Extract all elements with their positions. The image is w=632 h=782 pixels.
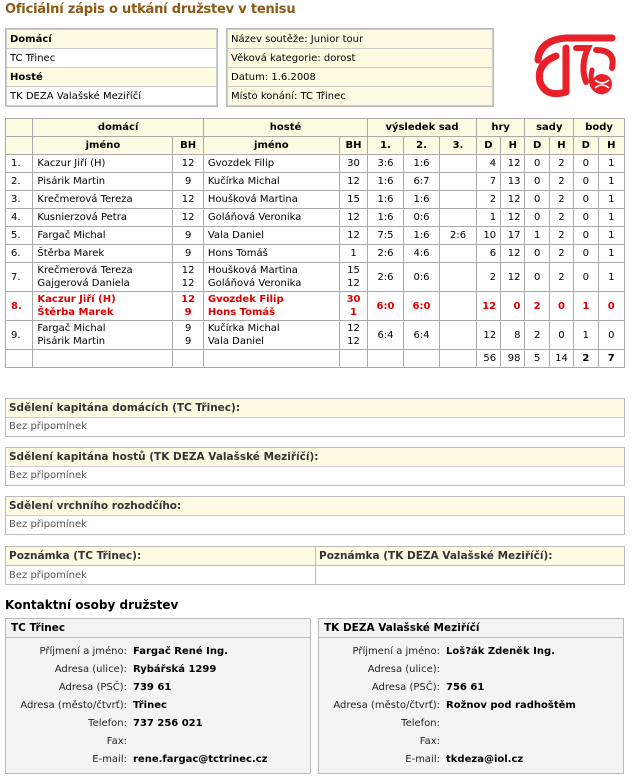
contact-label: Telefon: xyxy=(88,717,127,729)
points-d: 1 xyxy=(574,321,598,350)
sets-h: 2 xyxy=(549,191,573,209)
set-3 xyxy=(440,155,477,173)
set-3: 2:6 xyxy=(440,227,477,245)
points-h: 1 xyxy=(598,191,625,209)
points-h: 0 xyxy=(598,321,625,350)
guest-bh-line: 30 xyxy=(347,158,360,169)
contact-city-guest: Rožnov pod radhoštěm xyxy=(446,699,576,711)
home-bh-line: 9 xyxy=(184,323,192,334)
guest-bh-line: 12 xyxy=(347,336,360,347)
home-player xyxy=(33,321,173,350)
set-1: 6:0 xyxy=(368,292,404,321)
guest-bh xyxy=(339,173,367,191)
guest-bh-line: 12 xyxy=(347,230,360,241)
captain-guest-note-text: Bez připomínek xyxy=(9,470,87,481)
guest-player-line: Goláňová Veronika xyxy=(207,278,302,289)
guest-player xyxy=(203,245,339,263)
guest-bh-line: 1 xyxy=(350,307,358,318)
sets-d: 0 xyxy=(525,173,549,191)
points-h: 1 xyxy=(598,245,625,263)
set-1: 1:6 xyxy=(368,173,404,191)
header-guest-name: jméno xyxy=(203,137,339,155)
header-set-1: 1. xyxy=(368,137,404,155)
home-player xyxy=(33,292,173,321)
home-bh xyxy=(173,191,203,209)
home-player xyxy=(33,155,173,173)
match-venue: Místo konání: TC Třinec xyxy=(228,87,493,106)
home-player xyxy=(33,263,173,292)
set-3 xyxy=(440,292,477,321)
match-row xyxy=(6,155,625,173)
sets-h: 2 xyxy=(549,155,573,173)
remark-home-title: Poznámka (TC Třinec): xyxy=(6,547,316,566)
guest-player-line: Kučírka Michal xyxy=(207,176,280,187)
header-sets: sady xyxy=(525,119,574,137)
guest-player xyxy=(203,173,339,191)
contact-fax-home xyxy=(133,732,268,750)
header-home: domácí xyxy=(33,119,203,137)
home-bh-line: 9 xyxy=(184,307,192,318)
contact-card-home xyxy=(5,618,311,774)
sets-h: 2 xyxy=(549,209,573,227)
match-row xyxy=(6,173,625,191)
home-bh-line: 12 xyxy=(181,265,195,276)
page-title: Oficiální zápis o utkání družstev v tenisu xyxy=(5,2,296,17)
sets-d: 0 xyxy=(525,191,549,209)
header-set-3: 3. xyxy=(440,137,477,155)
match-row xyxy=(6,227,625,245)
set-1: 7:5 xyxy=(368,227,404,245)
set-2: 6:0 xyxy=(403,292,440,321)
home-bh-line: 12 xyxy=(181,158,195,169)
sets-d: 2 xyxy=(525,321,549,350)
match-number: 9. xyxy=(6,321,33,350)
contacts-title: Kontaktní osoby družstev xyxy=(5,598,179,612)
captain-guest-note-title: Sdělení kapitána hostů (TK DEZA Valašské Meziříčí): xyxy=(6,448,624,467)
match-number: 6. xyxy=(6,245,33,263)
contact-zip-guest: 756 61 xyxy=(446,681,485,693)
contact-city-home: Třinec xyxy=(133,699,167,711)
home-bh xyxy=(173,321,203,350)
points-d: 0 xyxy=(574,227,598,245)
guest-bh xyxy=(339,292,367,321)
guest-bh xyxy=(339,321,367,350)
points-h: 1 xyxy=(598,173,625,191)
guest-player-line: Gvozdek Filip xyxy=(207,158,275,169)
games-d: 1 xyxy=(476,209,500,227)
sets-d: 0 xyxy=(525,209,549,227)
set-1: 1:6 xyxy=(368,209,404,227)
match-number: 8. xyxy=(6,292,33,321)
teams-box xyxy=(5,28,218,107)
contact-label: Adresa (PSČ): xyxy=(58,681,127,693)
home-bh xyxy=(173,227,203,245)
home-player-line: Fargač Michal xyxy=(37,323,106,334)
header-set-2: 2. xyxy=(403,137,440,155)
points-h: 1 xyxy=(598,263,625,292)
match-row xyxy=(6,321,625,350)
set-2: 1:6 xyxy=(403,227,440,245)
guest-bh-line: 15 xyxy=(347,194,360,205)
games-d: 4 xyxy=(476,155,500,173)
contact-phone-guest xyxy=(446,714,576,732)
header-points-h: H xyxy=(598,137,625,155)
set-1: 2:6 xyxy=(368,263,404,292)
match-date: Datum: 1.6.2008 xyxy=(228,68,493,87)
contact-email-home: rene.fargac@tctrinec.cz xyxy=(133,753,268,765)
guest-bh xyxy=(339,155,367,173)
points-h: 1 xyxy=(598,155,625,173)
set-3 xyxy=(440,191,477,209)
total-points-h: 7 xyxy=(598,350,625,368)
home-label: Domácí xyxy=(7,30,217,49)
home-player-line: Krečmerová Tereza xyxy=(37,265,133,276)
contact-phone-home: 737 256 021 xyxy=(133,717,203,729)
contact-label: Adresa (město/čtvrť): xyxy=(20,699,127,711)
games-d: 7 xyxy=(476,173,500,191)
guest-bh xyxy=(339,227,367,245)
sets-h: 2 xyxy=(549,227,573,245)
guest-player-line: Houšková Martina xyxy=(207,194,298,205)
contact-club-home: TC Třinec xyxy=(6,619,310,638)
set-3 xyxy=(440,209,477,227)
captain-home-note xyxy=(5,398,625,437)
guest-name: TK DEZA Valašské Meziříčí xyxy=(7,87,217,106)
match-row xyxy=(6,263,625,292)
guest-player xyxy=(203,292,339,321)
set-3 xyxy=(440,173,477,191)
match-row xyxy=(6,191,625,209)
header-guest-bh: BH xyxy=(339,137,367,155)
sets-h: 2 xyxy=(549,245,573,263)
home-bh-line: 9 xyxy=(184,230,192,241)
captain-guest-note xyxy=(5,447,625,486)
games-h: 8 xyxy=(501,321,525,350)
competition-name: Název soutěže: Junior tour xyxy=(228,30,493,49)
total-sets-h: 14 xyxy=(549,350,573,368)
set-2: 1:6 xyxy=(403,155,440,173)
match-row xyxy=(6,245,625,263)
contact-street-home: Rybářská 1299 xyxy=(133,663,217,675)
points-d: 1 xyxy=(574,292,598,321)
home-player-line: Kusnierzová Petra xyxy=(37,212,127,223)
contact-label: Příjmení a jméno: xyxy=(39,645,127,657)
guest-player xyxy=(203,209,339,227)
contact-zip-home: 739 61 xyxy=(133,681,172,693)
match-row xyxy=(6,292,625,321)
home-bh xyxy=(173,245,203,263)
points-d: 0 xyxy=(574,191,598,209)
sets-d: 0 xyxy=(525,245,549,263)
home-bh-line: 12 xyxy=(181,194,195,205)
captain-home-note-text: Bez připomínek xyxy=(9,421,87,432)
points-d: 0 xyxy=(574,263,598,292)
header-sets-d: D xyxy=(525,137,549,155)
remark-home-text: Bez připomínek xyxy=(6,566,316,585)
match-number: 1. xyxy=(6,155,33,173)
contact-street-guest xyxy=(446,660,576,678)
contact-fax-guest xyxy=(446,732,576,750)
guest-bh-line: 30 xyxy=(346,294,361,305)
set-2: 6:7 xyxy=(403,173,440,191)
guest-bh xyxy=(339,191,367,209)
header-points: body xyxy=(574,119,625,137)
home-player xyxy=(33,245,173,263)
referee-note-text: Bez připomínek xyxy=(9,519,87,530)
sets-d: 0 xyxy=(525,263,549,292)
referee-note-title: Sdělení vrchního rozhodčího: xyxy=(6,497,624,516)
points-h: 1 xyxy=(598,209,625,227)
guest-player-line: Houšková Martina xyxy=(207,265,298,276)
header-games: hry xyxy=(476,119,525,137)
guest-bh-line: 12 xyxy=(347,278,360,289)
guest-bh-line: 12 xyxy=(347,323,360,334)
set-1: 2:6 xyxy=(368,245,404,263)
games-h: 13 xyxy=(501,173,525,191)
set-2: 6:4 xyxy=(403,321,440,350)
referee-note xyxy=(5,496,625,535)
guest-label: Hosté xyxy=(7,68,217,87)
home-bh-line: 9 xyxy=(184,336,192,347)
sets-h: 0 xyxy=(549,321,573,350)
games-d: 12 xyxy=(476,321,500,350)
guest-player-line: Hons Tomáš xyxy=(207,248,268,259)
set-3 xyxy=(440,245,477,263)
total-games-d: 56 xyxy=(476,350,500,368)
header-home-bh: BH xyxy=(173,137,203,155)
guest-bh xyxy=(339,209,367,227)
games-d: 2 xyxy=(476,263,500,292)
guest-bh-line: 15 xyxy=(347,265,360,276)
header-sets-h: H xyxy=(549,137,573,155)
contact-name-home: Fargač René Ing. xyxy=(133,645,228,657)
contact-club-guest: TK DEZA Valašské Meziříčí xyxy=(319,619,623,638)
set-2: 0:6 xyxy=(403,209,440,227)
age-category: Věková kategorie: dorost xyxy=(228,49,493,68)
match-info-box xyxy=(226,28,494,107)
set-1: 3:6 xyxy=(368,155,404,173)
guest-player-line: Hons Tomáš xyxy=(207,307,276,318)
home-player-line: Pisárik Martin xyxy=(37,176,106,187)
total-games-h: 98 xyxy=(501,350,525,368)
home-player-line: Fargač Michal xyxy=(37,230,106,241)
header-guest: hosté xyxy=(203,119,367,137)
club-logo-icon xyxy=(526,26,622,106)
games-d: 10 xyxy=(476,227,500,245)
header-points-d: D xyxy=(574,137,598,155)
home-bh-line: 9 xyxy=(184,176,192,187)
home-name: TC Třinec xyxy=(7,49,217,68)
guest-player-line: Gvozdek Filip xyxy=(207,294,284,305)
home-player-line: Kaczur Jiří (H) xyxy=(37,158,106,169)
guest-bh-line: 1 xyxy=(350,248,357,259)
home-player-line: Kaczur Jiří (H) xyxy=(37,294,116,305)
home-player-line: Štěrba Marek xyxy=(37,248,105,259)
sets-d: 2 xyxy=(525,292,549,321)
contact-card-guest xyxy=(318,618,624,774)
guest-bh-line: 12 xyxy=(347,176,360,187)
home-player xyxy=(33,191,173,209)
guest-player xyxy=(203,191,339,209)
match-number: 7. xyxy=(6,263,33,292)
points-d: 0 xyxy=(574,245,598,263)
home-bh-line: 9 xyxy=(184,248,192,259)
sets-d: 1 xyxy=(525,227,549,245)
games-h: 12 xyxy=(501,245,525,263)
sets-h: 2 xyxy=(549,263,573,292)
contact-label: Adresa (ulice): xyxy=(367,663,440,675)
home-player xyxy=(33,209,173,227)
contact-name-guest: Loš?ák Zdeněk Ing. xyxy=(446,645,555,657)
set-1: 6:4 xyxy=(368,321,404,350)
points-d: 0 xyxy=(574,155,598,173)
home-bh xyxy=(173,263,203,292)
results-table xyxy=(5,118,625,368)
header-set-result: výsledek sad xyxy=(368,119,477,137)
sets-h: 0 xyxy=(549,292,573,321)
guest-player xyxy=(203,263,339,292)
home-player-line: Štěrba Marek xyxy=(37,307,114,318)
home-bh-line: 12 xyxy=(181,212,195,223)
match-number: 4. xyxy=(6,209,33,227)
guest-bh xyxy=(339,245,367,263)
games-d: 2 xyxy=(476,191,500,209)
guest-player xyxy=(203,321,339,350)
contact-label: Příjmení a jméno: xyxy=(352,645,440,657)
home-bh xyxy=(173,209,203,227)
contact-label: Adresa (PSČ): xyxy=(371,681,440,693)
games-d: 12 xyxy=(476,292,500,321)
contact-email-guest: tkdeza@iol.cz xyxy=(446,753,524,765)
guest-player-line: Kučírka Michal xyxy=(207,323,280,334)
points-d: 0 xyxy=(574,173,598,191)
games-h: 17 xyxy=(501,227,525,245)
match-number: 5. xyxy=(6,227,33,245)
match-number: 2. xyxy=(6,173,33,191)
home-player-line: Krečmerová Tereza xyxy=(37,194,133,205)
guest-player-line: Vala Daniel xyxy=(207,336,265,347)
games-h: 12 xyxy=(501,209,525,227)
home-bh xyxy=(173,155,203,173)
set-3 xyxy=(440,321,477,350)
match-number: 3. xyxy=(6,191,33,209)
contact-label: E-mail: xyxy=(92,753,127,765)
guest-player-line: Goláňová Veronika xyxy=(207,212,302,223)
home-player xyxy=(33,173,173,191)
total-points-d: 2 xyxy=(574,350,598,368)
home-player-line: Pisárik Martin xyxy=(37,336,106,347)
remarks-table xyxy=(5,546,625,585)
points-h: 0 xyxy=(598,292,625,321)
guest-player xyxy=(203,155,339,173)
home-player xyxy=(33,227,173,245)
guest-player xyxy=(203,227,339,245)
set-1: 1:6 xyxy=(368,191,404,209)
guest-bh xyxy=(339,263,367,292)
remark-guest-title: Poznámka (TK DEZA Valašské Meziříčí): xyxy=(316,547,625,566)
header-games-d: D xyxy=(476,137,500,155)
set-3 xyxy=(440,263,477,292)
home-bh xyxy=(173,173,203,191)
contact-label: Adresa (ulice): xyxy=(54,663,127,675)
total-sets-d: 5 xyxy=(525,350,549,368)
contact-label: Adresa (město/čtvrť): xyxy=(333,699,440,711)
games-h: 12 xyxy=(501,155,525,173)
header-home-name: jméno xyxy=(33,137,173,155)
sets-d: 0 xyxy=(525,155,549,173)
set-2: 0:6 xyxy=(403,263,440,292)
match-row xyxy=(6,209,625,227)
contact-label: Fax: xyxy=(106,735,127,747)
home-bh-line: 12 xyxy=(181,294,196,305)
games-h: 0 xyxy=(501,292,525,321)
contact-label: Telefon: xyxy=(401,717,440,729)
points-h: 1 xyxy=(598,227,625,245)
set-2: 1:6 xyxy=(403,191,440,209)
captain-home-note-title: Sdělení kapitána domácích (TC Třinec): xyxy=(6,399,624,418)
games-d: 6 xyxy=(476,245,500,263)
games-h: 12 xyxy=(501,191,525,209)
header-games-h: H xyxy=(501,137,525,155)
games-h: 12 xyxy=(501,263,525,292)
sets-h: 2 xyxy=(549,173,573,191)
points-d: 0 xyxy=(574,209,598,227)
home-player-line: Gajgerová Daniela xyxy=(37,278,130,289)
home-bh xyxy=(173,292,203,321)
guest-bh-line: 12 xyxy=(347,212,360,223)
home-bh-line: 12 xyxy=(181,278,195,289)
set-2: 4:6 xyxy=(403,245,440,263)
guest-player-line: Vala Daniel xyxy=(207,230,265,241)
contact-label: Fax: xyxy=(419,735,440,747)
contact-label: E-mail: xyxy=(405,753,440,765)
